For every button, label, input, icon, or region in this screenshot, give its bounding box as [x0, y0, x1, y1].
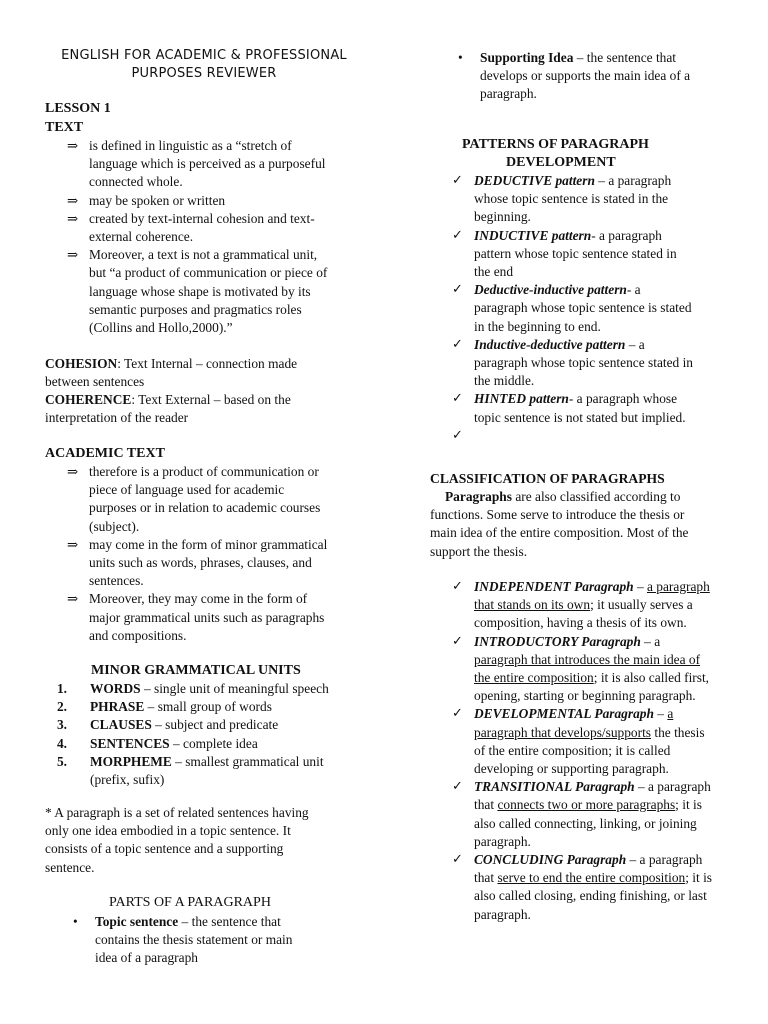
- classification-intro: Paragraphs are also classified according to functions. Some serve to introduce the thesis or main idea of the entire composition. Most of the support the thesis.: [430, 489, 689, 559]
- lesson-topic: TEXT: [45, 120, 84, 135]
- classification-list: [430, 578, 724, 924]
- parts-topic-sentence: [45, 913, 363, 968]
- document-title: ENGLISH FOR ACADEMIC & PROFESSIONAL PURPOSES REVIEWER: [61, 48, 347, 81]
- parts-heading: PARTS OF A PARAGRAPH: [109, 895, 271, 910]
- list-item: 3. CLAUSES – subject and predicate: [56, 717, 279, 733]
- arrow-icon: ⇒: [67, 192, 79, 208]
- check-icon: ✓: [452, 427, 463, 443]
- list-item: ✓ DEVELOPMENTAL Paragraph – a paragraph that develops/supports the thesis of the entire composition; it is called developing or supporting paragraph.: [452, 706, 705, 777]
- list-item: ⇒ created by text-internal cohesion and text- external coherence.: [67, 210, 315, 245]
- arrow-icon: ⇒: [67, 210, 79, 226]
- list-item: 5. MORPHEME – smallest grammatical unit (prefix, sufix): [56, 753, 324, 788]
- parts-supporting-idea: [430, 49, 724, 104]
- patterns-list: [430, 172, 724, 445]
- arrow-icon: ⇒: [67, 247, 79, 263]
- list-item: ✓ DEDUCTIVE pattern – a paragraph whose topic sentence is stated in the beginning.: [452, 173, 672, 225]
- lesson-label: LESSON 1: [45, 101, 111, 116]
- bullet-icon: •: [73, 914, 78, 929]
- list-item: ⇒ Moreover, they may come in the form of major grammatical units such as paragraphs and compositions.: [67, 591, 325, 643]
- arrow-icon: ⇒: [67, 591, 79, 607]
- list-item: ✓ CONCLUDING Paragraph – a paragraph that serve to end the entire composition; it is also called closing, ending finishing, or last paragraph.: [452, 852, 713, 922]
- check-icon: ✓: [452, 391, 463, 407]
- check-icon: ✓: [452, 852, 463, 868]
- coherence-definition: COHERENCE: Text External – based on the interpretation of the reader: [45, 392, 291, 426]
- classification-heading: CLASSIFICATION OF PARAGRAPHS: [430, 471, 665, 486]
- list-item-empty: [430, 427, 724, 445]
- check-icon: ✓: [452, 336, 463, 352]
- cohesion-definition: COHESION: Text Internal – connection made between sentences: [45, 356, 298, 390]
- list-item: 4. SENTENCES – complete idea: [56, 735, 258, 751]
- list-item: ⇒ therefore is a product of communication or piece of language used for academic purposes or in relation to academic courses (subject).: [67, 464, 321, 534]
- academic-text-heading: ACADEMIC TEXT: [45, 446, 165, 461]
- list-item: • Supporting Idea – the sentence that develops or supports the main idea of a paragraph.: [458, 50, 691, 102]
- list-item: ⇒ is defined in linguistic as a “stretch of language which is perceived as a purposeful connected whole.: [67, 138, 326, 190]
- check-icon: ✓: [452, 779, 463, 795]
- minor-units-list: [45, 680, 363, 789]
- list-item: ✓ Deductive-inductive pattern- a paragraph whose topic sentence is stated in the beginning to end.: [452, 282, 692, 334]
- check-icon: ✓: [452, 633, 463, 649]
- text-points-list: [45, 137, 363, 337]
- list-item: ✓ HINTED pattern- a paragraph whose topic sentence is not stated but implied.: [452, 391, 686, 425]
- arrow-icon: ⇒: [67, 536, 79, 552]
- list-item: ✓ TRANSITIONAL Paragraph – a paragraph that connects two or more paragraphs; it is also called connecting, linking, or joining paragraph.: [452, 779, 711, 849]
- list-item: ✓ Inductive-deductive pattern – a paragraph whose topic sentence stated in the middle.: [452, 336, 694, 389]
- patterns-heading: PATTERNS OF PARAGRAPH DEVELOPMENT: [462, 137, 649, 171]
- academic-points-list: [45, 463, 363, 645]
- minor-units-heading: MINOR GRAMMATICAL UNITS: [91, 663, 301, 678]
- check-icon: ✓: [452, 282, 463, 298]
- check-icon: ✓: [452, 706, 463, 722]
- list-item: ⇒ Moreover, a text is not a grammatical unit, but “a product of communication or piece of language whose shape is motivated by its semantic purposes and pragmatics roles (Collins and Hollo,2000).”: [67, 247, 328, 336]
- list-item: ⇒ may be spoken or written: [45, 192, 363, 210]
- arrow-icon: ⇒: [67, 464, 79, 479]
- paragraph-note: * A paragraph is a set of related sentences having only one idea embodied in a topic sentence. It consists of a topic sentence and a supporting sentence.: [45, 805, 309, 875]
- arrow-icon: ⇒: [67, 138, 79, 153]
- list-item: ✓ INTRODUCTORY Paragraph – a paragraph that introduces the main idea of the entire composition; it is also called first, opening, starting or beginning paragraph.: [452, 633, 710, 704]
- check-icon: ✓: [452, 227, 463, 243]
- list-item: 1. WORDS – single unit of meaningful speech: [56, 681, 329, 696]
- list-item: ✓ INDEPENDENT Paragraph – a paragraph that stands on its own; it usually serves a composition, having a thesis of its own.: [452, 579, 710, 631]
- list-item: ✓ INDUCTIVE pattern- a paragraph pattern whose topic sentence stated in the end: [452, 227, 677, 280]
- list-item: ⇒ may come in the form of minor grammatical units such as words, phrases, clauses, and sentences.: [67, 536, 328, 589]
- bullet-icon: •: [458, 50, 463, 65]
- check-icon: ✓: [452, 173, 463, 188]
- check-icon: ✓: [452, 579, 463, 594]
- list-item: 2. PHRASE – small group of words: [56, 699, 272, 715]
- list-item: • Topic sentence – the sentence that contains the thesis statement or main idea of a paragraph: [73, 914, 293, 966]
